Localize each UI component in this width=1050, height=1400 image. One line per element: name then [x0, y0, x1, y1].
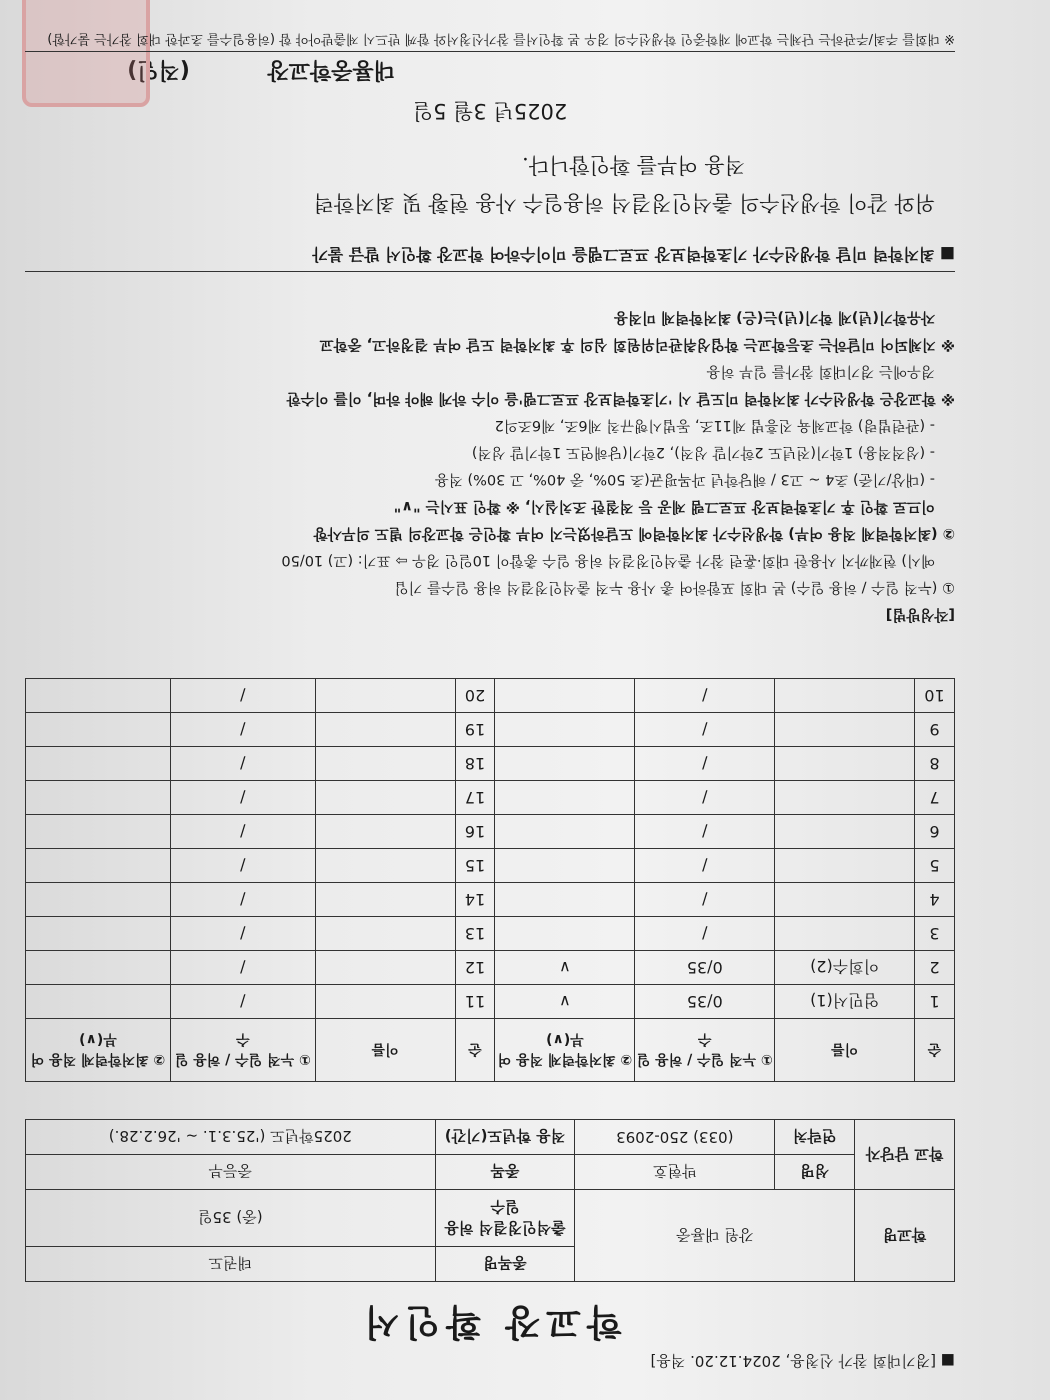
guide-line-8: ※ 학교장은 학생선수가 최저학력 미도달 시 '기초학력보장 프로그램'을 이수 하게 해야 하며, 이를 이수한 — [286, 390, 955, 406]
row-no: 4 — [915, 883, 955, 917]
row-check — [495, 815, 635, 849]
row-check-2 — [26, 985, 171, 1019]
guide-heading: [작성방법] — [885, 606, 955, 622]
row-no-2: 14 — [455, 883, 495, 917]
header-days-2: ① 누적 일수 / 허용 일수 — [170, 1019, 315, 1082]
document-title: 학교장 확인서 — [358, 1301, 622, 1343]
row-days: / — [635, 849, 775, 883]
row-check — [495, 849, 635, 883]
confirmation-line-1: 위와 같이 학생선수의 출석인정결석 허용일수 사용 현황 및 최저학력 — [313, 191, 935, 215]
row-name — [775, 849, 915, 883]
table-row — [26, 679, 955, 713]
guide-line-4: 이므로 확인 후 기초학력보장 프로그램 제공 등 적절한 조치실시, ※ 확인 표시는 "∨" — [393, 498, 935, 514]
event-name: 태권도 — [26, 1247, 436, 1282]
guide-line-2: 예시) 현재까지 사용한 대회·훈련 참가 출석인정결석 허용 일수 총합이 10일인 경우 ⇨ 표기: (고) 10/50 — [281, 552, 935, 568]
row-days-2: / — [170, 883, 315, 917]
row-no: 1 — [915, 985, 955, 1019]
row-days-2: / — [170, 917, 315, 951]
table-header-row — [26, 1019, 955, 1082]
table-row — [26, 985, 955, 1019]
row-check-2 — [26, 679, 171, 713]
row-days-2: / — [170, 679, 315, 713]
row-no-2: 12 — [455, 951, 495, 985]
grade-value: 중등부 — [26, 1155, 436, 1190]
guide-line-9: 경우에는 경기대회 참가를 일부 허용 — [706, 363, 935, 379]
document-content — [25, 32, 955, 1372]
row-name-2 — [315, 781, 455, 815]
header-name-2: 이름 — [315, 1019, 455, 1082]
row-check: ∨ — [495, 951, 635, 985]
row-name — [775, 713, 915, 747]
table-row — [26, 815, 955, 849]
guide-line-1: ① (누적 일수 / 허용 일수) 본 대회 포함하여 총 사용 누적 출석인정결석 허용 일수를 기입 — [394, 579, 955, 595]
confirmation-line-2: 적용 여부를 확인합니다. — [522, 153, 745, 177]
row-days-2: / — [170, 781, 315, 815]
row-days: / — [635, 781, 775, 815]
official-seal-stamp — [22, 0, 150, 107]
period-value: 2025학년도 ('25.3.1. ~ '26.2.28.) — [26, 1120, 436, 1155]
row-no: 2 — [915, 951, 955, 985]
principal-name: 대룡중학교장 — [267, 57, 395, 82]
row-name-2 — [315, 951, 455, 985]
school-label: 학교명 — [855, 1190, 955, 1282]
name-label: 성명 — [775, 1155, 855, 1190]
row-name-2 — [315, 883, 455, 917]
row-check: ∨ — [495, 985, 635, 1019]
row-days-2: / — [170, 985, 315, 1019]
row-no: 10 — [915, 679, 955, 713]
row-no-2: 19 — [455, 713, 495, 747]
row-name-2 — [315, 679, 455, 713]
row-days: / — [635, 713, 775, 747]
header-no: 순 — [915, 1019, 955, 1082]
row-no-2: 13 — [455, 917, 495, 951]
seal-label: (직인) — [127, 57, 190, 82]
row-days: / — [635, 679, 775, 713]
row-name: 이희수(2) — [775, 951, 915, 985]
contact-value: (033) 250-2093 — [575, 1120, 775, 1155]
table-row — [26, 713, 955, 747]
max-days-label: 출석인정결석 허용 일수 — [435, 1190, 575, 1247]
school-info-table — [25, 1119, 955, 1282]
max-days: (중) 35일 — [26, 1190, 436, 1247]
row-check — [495, 747, 635, 781]
header-check: ② 최저학력제 적용 여부(∨) — [495, 1019, 635, 1082]
row-no-2: 11 — [455, 985, 495, 1019]
footnote: ※ 대회를 주최/주관하는 단체는 학교에 재학중인 학생선수의 경우 본 확인서를 참가신청서와 함께 반드시 제출받아야 함 (허용일수를 초과한 대회 참가는 불가함) — [25, 28, 955, 52]
row-days-2: / — [170, 747, 315, 781]
guide-line-5: - (대상/기준) 초4 ~ 고3 / 해당학년 과목평균(초 50%, 중 40%, 고 30%) 적용 — [434, 471, 935, 487]
header-check-2: ② 최저학력제 적용 여부(∨) — [26, 1019, 171, 1082]
row-check-2 — [26, 849, 171, 883]
principal-signature — [127, 56, 395, 87]
row-no: 3 — [915, 917, 955, 951]
guide-line-10: ※ 지체되어 미달하는 초등학교는 학업성취관리위원회 심의 후 최저학력 도달 여부 결정하고, 중학교 — [319, 336, 955, 352]
table-row — [26, 781, 955, 815]
staff-label: 학교 담당자 — [855, 1120, 955, 1190]
row-name-2 — [315, 849, 455, 883]
guide-line-6: - (성적적용) 1학기(전년도 2학기말 성적), 2학기(당해연도 1학기말 성적) — [471, 444, 935, 460]
row-days: / — [635, 917, 775, 951]
event-label: 종목명 — [435, 1247, 575, 1282]
issue-date: 2025년 3월 5일 — [412, 99, 568, 123]
row-days-2: / — [170, 849, 315, 883]
row-days: 0/35 — [635, 985, 775, 1019]
row-no: 9 — [915, 713, 955, 747]
header-days: ① 누적 일수 / 허용 일수 — [635, 1019, 775, 1082]
row-name — [775, 883, 915, 917]
row-check-2 — [26, 917, 171, 951]
row-no-2: 15 — [455, 849, 495, 883]
staff-name: 박현호 — [575, 1155, 775, 1190]
row-check-2 — [26, 883, 171, 917]
contact-label: 연락처 — [775, 1120, 855, 1155]
row-name — [775, 917, 915, 951]
row-name-2 — [315, 747, 455, 781]
table-row — [26, 951, 955, 985]
row-check-2 — [26, 951, 171, 985]
row-check-2 — [26, 747, 171, 781]
row-check — [495, 679, 635, 713]
row-days: / — [635, 747, 775, 781]
table-row — [26, 883, 955, 917]
row-name — [775, 781, 915, 815]
row-name — [775, 679, 915, 713]
writing-guide — [25, 303, 955, 627]
row-check-2 — [26, 815, 171, 849]
ineligible-notice: ■ 최저학력 미달 학생선수가 기초학력보장 프로그램을 미이수하여 학교장 확인서 발급 불가 — [25, 244, 955, 272]
row-no-2: 18 — [455, 747, 495, 781]
table-row — [26, 747, 955, 781]
row-days-2: / — [170, 951, 315, 985]
grade-label: 종목 — [435, 1155, 575, 1190]
header-name: 이름 — [775, 1019, 915, 1082]
row-check — [495, 781, 635, 815]
row-no-2: 16 — [455, 815, 495, 849]
guide-line-3: ② (최저학력제 적용 여부) 학생선수가 최저학력에 도달하였는지 여부 확인은 학교장의 별도 의무사항 — [313, 525, 955, 541]
period-label: 적용 학년도(기간) — [435, 1120, 575, 1155]
row-name — [775, 747, 915, 781]
guide-line-11: 자유학기(년)제 학기(년)는(은) 최저학력제 미적용 — [613, 309, 935, 325]
row-name-2 — [315, 713, 455, 747]
school-name: 강원 대룡중 — [575, 1190, 855, 1282]
row-no-2: 20 — [455, 679, 495, 713]
confirmation-statement — [45, 146, 935, 222]
row-no: 6 — [915, 815, 955, 849]
row-days-2: / — [170, 815, 315, 849]
row-no: 8 — [915, 747, 955, 781]
row-check — [495, 883, 635, 917]
row-check — [495, 917, 635, 951]
row-name: 엄민서(1) — [775, 985, 915, 1019]
row-check — [495, 713, 635, 747]
header-no-2: 순 — [455, 1019, 495, 1082]
row-days-2: / — [170, 713, 315, 747]
row-no-2: 17 — [455, 781, 495, 815]
row-name — [775, 815, 915, 849]
student-table — [25, 678, 955, 1082]
row-no: 7 — [915, 781, 955, 815]
row-name-2 — [315, 815, 455, 849]
table-row — [26, 849, 955, 883]
row-name-2 — [315, 985, 455, 1019]
row-days: 0/35 — [635, 951, 775, 985]
row-name-2 — [315, 917, 455, 951]
table-row — [26, 917, 955, 951]
row-days: / — [635, 815, 775, 849]
row-check-2 — [26, 781, 171, 815]
row-days: / — [635, 883, 775, 917]
row-no: 5 — [915, 849, 955, 883]
row-check-2 — [26, 713, 171, 747]
form-version-note: ■ [경기대회 참가 신청용, 2024.12.20. 적용] — [650, 1352, 955, 1370]
guide-line-7: - (관련법령) 학교체육 진흥법 제11조, 동법시행규칙 제6조, 제6조의2 — [494, 417, 935, 433]
